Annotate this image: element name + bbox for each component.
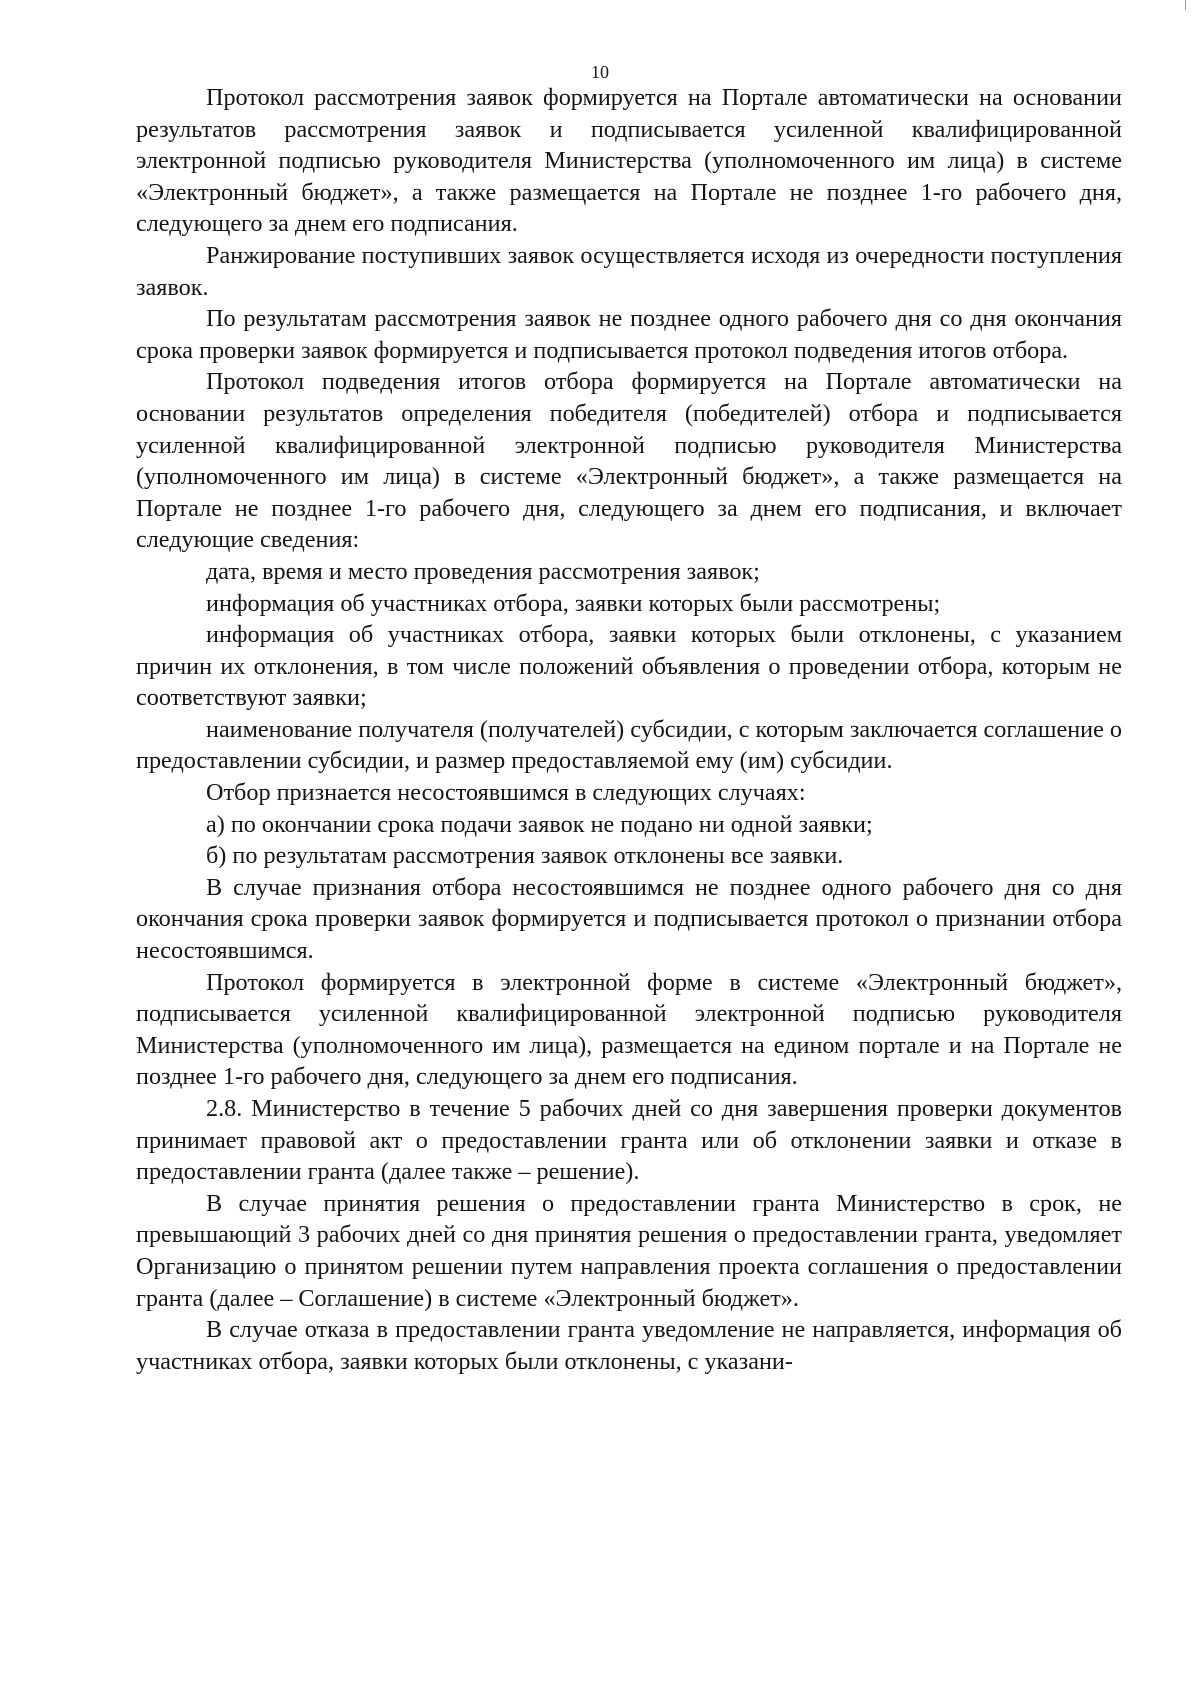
scan-edge-mark [1185,0,1186,10]
paragraph: Ранжирование поступивших заявок осуществляется исходя из очередности поступления заявок. [136,241,1122,301]
list-item: б) по результатам рассмотрения заявок отклонены все заявки. [206,842,844,870]
list-item: информация об участниках отбора, заявки которых были отклонены, с указанием причин их отклонения, в том числе положений объявления о проведении отбора, которым не соответствуют заявки; [136,621,1122,712]
paragraph: В случае отказа в предоставлении гранта уведомление не направляется, информация об участниках отбора, заявки которых были отклонены, с указани- [136,1316,1122,1375]
page-number: 10 [591,62,609,82]
paragraph: Отбор признается несостоявшимся в следующих случаях: [206,779,806,807]
list-item: наименование получателя (получателей) субсидии, с которым заключается соглашение о предоставлении субсидии, и размер предоставляемой ему (им) субсидии. [136,715,1122,775]
paragraph: По результатам рассмотрения заявок не позднее одного рабочего дня со дня окончания срока проверки заявок формируется и подписывается протокол подведения итогов отбора. [136,305,1122,364]
paragraph: В случае признания отбора несостоявшимся не позднее одного рабочего дня со дня окончания срока проверки заявок формируется и подписывается протокол о признании отбора несостоявшимся. [136,873,1122,965]
document-body [136,82,1122,1377]
list-item: информация об участниках отбора, заявки которых были рассмотрены; [206,589,941,617]
paragraph: В случае принятия решения о предоставлении гранта Министерство в срок, не превышающий 3 рабочих дней со дня принятия решения о предоставлении гранта, уведомляет Организацию о принятом решении путем направления проекта соглашения о предоставлении гранта (далее – Соглашение) в системе «Электронный бюджет». [136,1189,1122,1312]
paragraph: Протокол рассмотрения заявок формируется на Портале автоматически на основании результатов рассмотрения заявок и подписывается усиленной квалифицированной электронной подписью руководителя Министерства (уполномоченного им лица) в системе «Электронный бюджет», а также размещается на Портале не позднее 1-го рабочего дня, следующего за днем его подписания. [136,84,1122,238]
paragraph: Протокол формируется в электронной форме в системе «Электронный бюджет», подписывается усиленной квалифицированной электронной подписью руководителя Министерства (уполномоченного им лица), размещается на едином портале и на Портале не позднее 1-го рабочего дня, следующего за днем его подписания. [136,968,1122,1091]
paragraph: 2.8. Министерство в течение 5 рабочих дней со дня завершения проверки документов принимает правовой акт о предоставлении гранта или об отклонении заявки и отказе в предоставлении гранта (далее также – решение). [136,1095,1122,1186]
paragraph: Протокол подведения итогов отбора формируется на Портале автоматически на основании результатов определения победителя (победителей) отбора и подписывается усиленной квалифицированной электронной подписью руководителя Министерства (уполномоченного им лица) в системе «Электронный бюджет», а также размещается на Портале не позднее 1-го рабочего дня, следующего за днем его подписания, и включает следующие сведения: [136,368,1122,554]
list-item: а) по окончании срока подачи заявок не подано ни одной заявки; [206,810,873,838]
list-item: дата, время и место проведения рассмотрения заявок; [206,557,760,585]
